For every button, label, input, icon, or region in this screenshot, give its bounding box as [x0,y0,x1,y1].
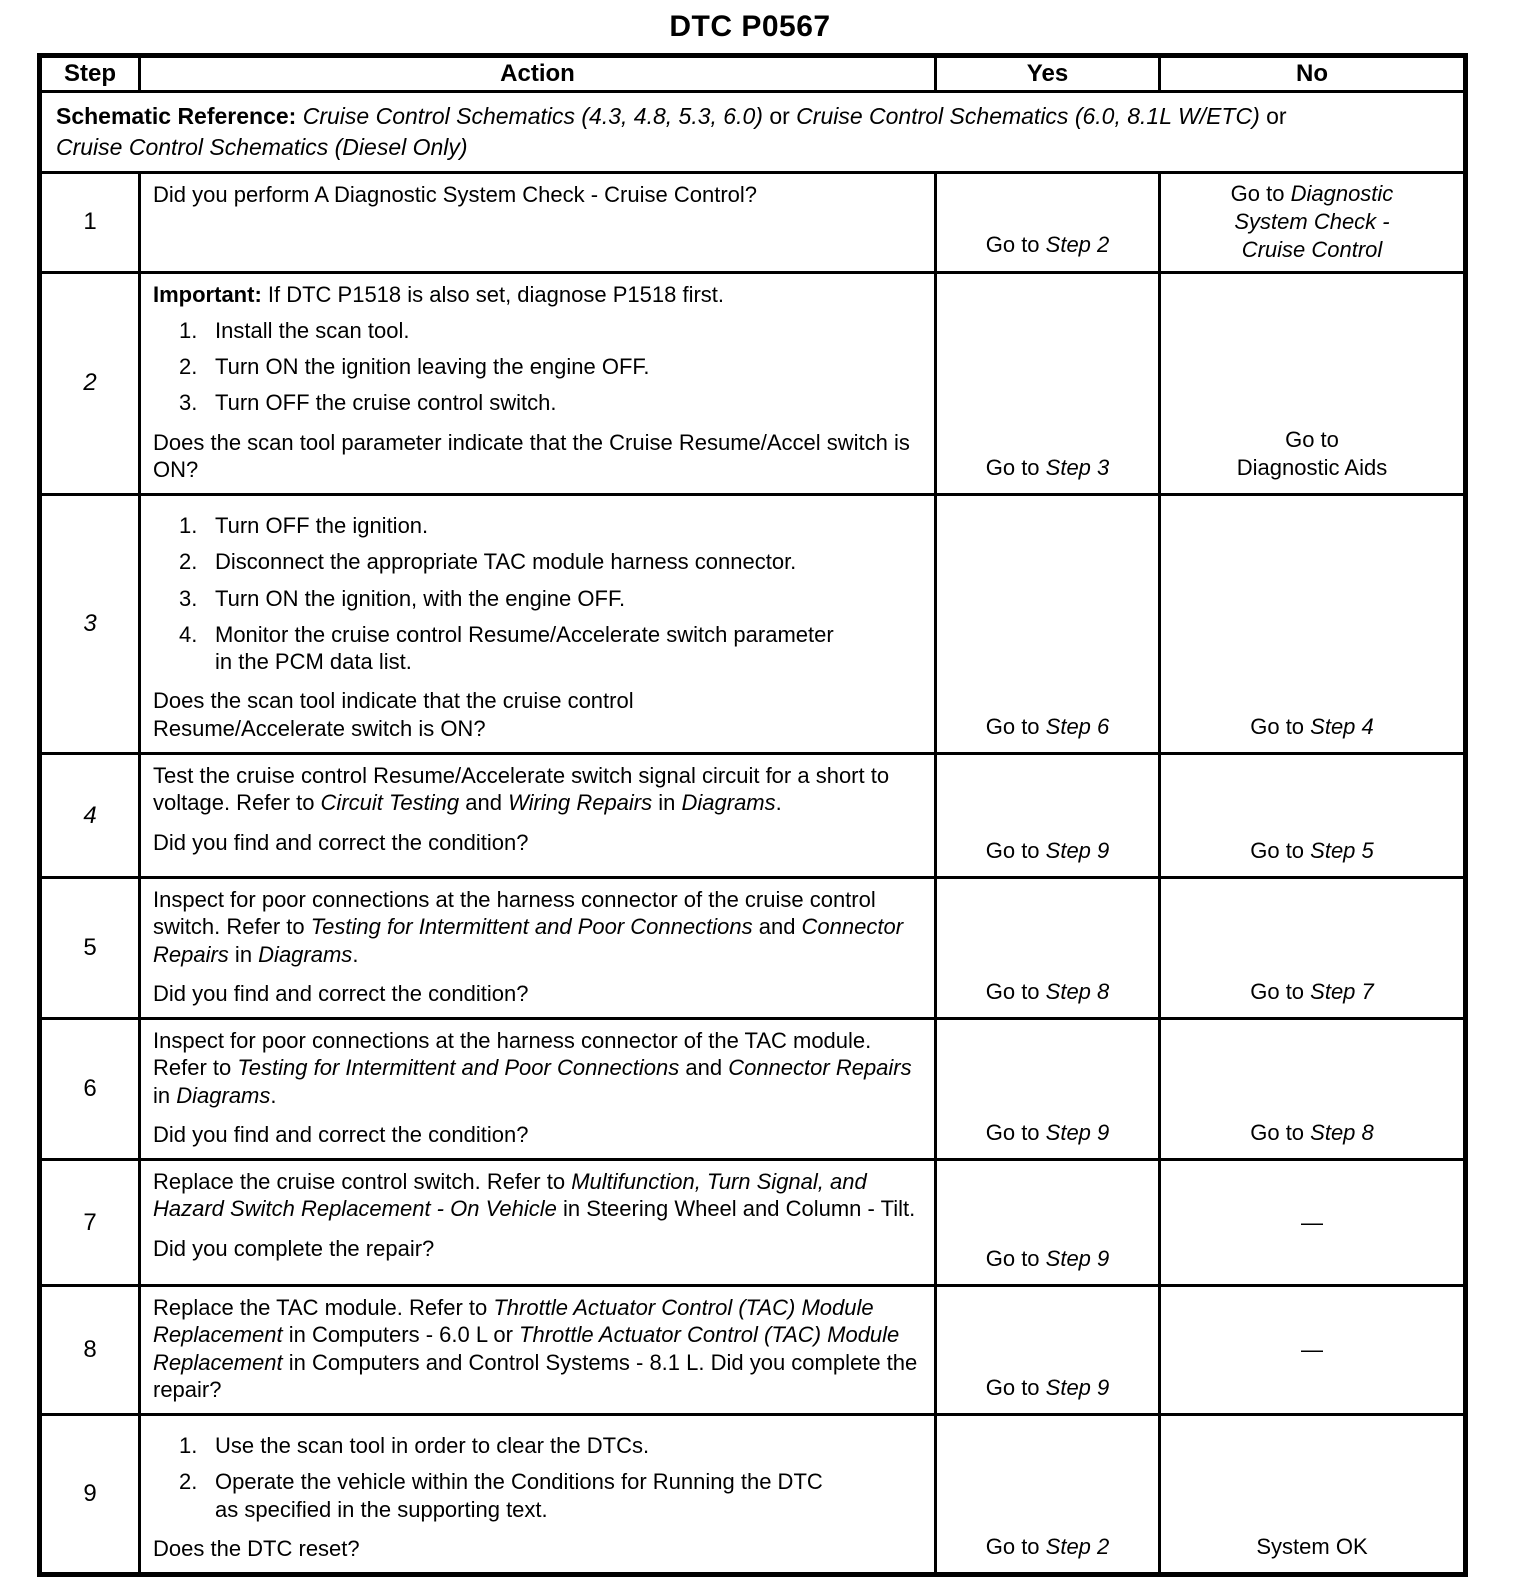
text-segment: Testing for Intermittent and Poor Connections [237,1055,680,1081]
text-segment: Did you find and correct the condition? [153,829,529,855]
list-item-number: 3. [179,390,198,416]
text-segment: Resume/Accelerate switch is ON? [153,715,486,741]
action-question [153,1235,922,1262]
action-question [153,980,922,1007]
text-segment: Does the scan tool parameter indicate that the Cruise Resume/Accel switch is ON? [153,429,910,482]
step-cell: 8 [40,1286,140,1415]
header-row [40,56,1466,92]
table-row [40,272,1466,495]
text-segment: . [775,790,782,816]
text-segment: — [1301,1209,1323,1235]
text-segment: Go to [1285,426,1339,452]
yes-cell [936,495,1160,754]
table-row [40,1286,1466,1415]
action-question [153,829,922,856]
table-body [40,173,1466,1575]
action-paragraph [153,886,922,968]
text-segment: Use the scan tool in order to clear the DTCs. [215,1433,650,1459]
text-segment: Go to [985,1534,1046,1560]
text-segment: Diagrams [258,941,353,967]
action-cell [140,495,936,754]
action-paragraph [153,1168,922,1223]
no-cell [1160,1286,1466,1415]
text-segment: Step 8 [1310,1119,1374,1145]
list-item-text [215,317,922,344]
action-paragraph [153,1027,922,1109]
action-list-item [179,353,922,380]
action-question [153,687,922,742]
text-segment: System OK [1256,1534,1368,1560]
text-segment: Cruise Control Schematics (4.3, 4.8, 5.3, 6.0) [302,103,763,129]
text-segment: Connector Repairs [728,1055,912,1081]
action-list-item [179,512,922,539]
text-segment: Connector Repairs [153,914,904,967]
text-segment: Go to [1250,1119,1311,1145]
text-segment: Throttle Actuator Control (TAC) Module Replacement [153,1295,874,1348]
column-header-step: Step [40,56,140,92]
list-item-number: 2. [179,1469,198,1495]
text-segment: Important: [153,281,262,307]
text-segment: Step 9 [1045,1245,1110,1271]
text-segment: in [652,790,682,816]
action-list-item [179,585,922,612]
text-segment: Did you find and correct the condition? [153,980,529,1006]
step-cell: 7 [40,1160,140,1286]
no-cell [1160,754,1466,878]
yes-cell [936,1019,1160,1160]
text-segment: Go to [1250,837,1311,863]
no-cell [1160,173,1466,272]
text-segment: Step 2 [1045,232,1110,258]
action-list-item [179,548,922,575]
text-segment: Go to [985,232,1046,258]
step-cell: 2 [40,272,140,495]
text-segment: Turn ON the ignition leaving the engine OFF. [215,354,650,380]
text-segment: or [1259,103,1287,129]
schematic-reference-row [40,92,1466,173]
list-item-number: 1. [179,513,198,539]
column-header-action: Action [140,56,936,92]
no-cell [1160,878,1466,1019]
text-segment: Operate the vehicle within the Conditions for Running the DTC [215,1469,823,1495]
list-item-number: 1. [179,1433,198,1459]
text-segment: in Steering Wheel and Column - Tilt. [556,1196,916,1222]
text-segment: Go to [985,455,1046,480]
text-segment: Go to [1250,713,1311,739]
text-segment: Step 8 [1045,978,1110,1004]
text-segment: Go to [985,713,1046,739]
list-item-text [215,512,922,539]
table-row [40,173,1466,272]
no-cell [1160,1415,1466,1575]
table-row [40,1160,1466,1286]
step-cell: 1 [40,173,140,272]
text-segment: Testing for Intermittent and Poor Connections [310,914,753,940]
text-segment: Schematic Reference: [56,103,297,129]
text-segment: Wiring Repairs [508,790,653,816]
text-segment: or [762,103,797,129]
step-cell: 3 [40,495,140,754]
text-segment: Diagnostic Aids [1236,455,1388,480]
text-segment: Disconnect the appropriate TAC module harness connector. [215,549,797,575]
list-item-text [215,621,922,676]
text-segment: Cruise Control Schematics (Diesel Only) [56,134,468,161]
yes-cell [936,173,1160,272]
text-segment: Turn OFF the cruise control switch. [215,390,557,416]
text-segment: Circuit Testing [320,790,460,816]
table-header [40,56,1466,173]
list-item-number: 3. [179,585,198,611]
text-segment: and [752,914,802,940]
yes-cell [936,1160,1160,1286]
action-question [153,1121,922,1148]
text-segment: Inspect for poor connections at the harness connector of the TAC module. Refer to [153,1028,872,1081]
action-paragraph [153,1294,922,1403]
table-row [40,878,1466,1019]
text-segment: Step 5 [1310,837,1374,863]
action-list-item [179,621,922,676]
text-segment: . [352,941,359,967]
list-item-text [215,548,922,575]
text-segment: Cruise Control Schematics (6.0, 8.1L W/ETC) [796,103,1260,129]
text-segment: Go to [1250,978,1311,1004]
text-segment: Monitor the cruise control Resume/Accelerate switch parameter [215,621,834,647]
list-item-text [215,389,922,416]
text-segment: and [459,790,509,816]
table-row [40,1019,1466,1160]
text-segment: Step 2 [1045,1534,1110,1560]
text-segment: Test the cruise control Resume/Accelerate switch signal circuit for a short to voltage. Refer to [153,763,890,816]
action-question [153,429,922,484]
action-cell [140,1286,936,1415]
step-cell: 5 [40,878,140,1019]
text-segment: Did you find and correct the condition? [153,1121,529,1147]
text-segment: Diagrams [176,1082,271,1108]
text-segment: Go to [985,1375,1046,1401]
action-list-item [179,389,922,416]
text-segment: Inspect for poor connections at the harness connector of the cruise control switch. Refer to [153,887,876,940]
text-segment: System Check - [1234,209,1390,235]
action-cell [140,1415,936,1575]
table-row [40,495,1466,754]
text-segment: Replace the cruise control switch. Refer to [153,1169,572,1195]
list-item-number: 4. [179,621,198,647]
action-paragraph [153,762,922,817]
text-segment: Multifunction, Turn Signal, and Hazard Switch Replacement - On Vehicle [153,1169,867,1222]
text-segment: in the PCM data list. [215,649,412,675]
table-row [40,754,1466,878]
text-segment: Step 9 [1045,1119,1110,1145]
step-cell: 9 [40,1415,140,1575]
text-segment: Go to [985,837,1046,863]
text-segment: in [153,1082,177,1108]
text-segment: Did you perform A Diagnostic System Check - Cruise Control? [153,182,758,208]
action-cell [140,878,936,1019]
action-list-item [179,317,922,344]
text-segment: in Computers and Control Systems - 8.1 L. Did you complete the repair? [153,1349,918,1402]
action-cell [140,173,936,272]
list-item-number: 2. [179,354,198,380]
action-paragraph [153,181,922,208]
table-row [40,1415,1466,1575]
text-segment: Go to [1230,181,1291,207]
text-segment: Turn OFF the ignition. [215,513,429,539]
text-segment: Throttle Actuator Control (TAC) Module Replacement [153,1322,900,1375]
diagnostic-table [37,53,1468,1577]
text-segment: Diagnostic [1290,181,1394,207]
text-segment: . [270,1082,277,1108]
text-segment: Diagrams [681,790,776,816]
text-segment: as specified in the supporting text. [215,1496,548,1522]
list-item-number: 2. [179,549,198,575]
no-cell [1160,495,1466,754]
text-segment: — [1301,1337,1323,1363]
text-segment: Cruise Control [1241,237,1383,263]
yes-cell [936,1415,1160,1575]
action-paragraph [153,281,922,308]
text-segment: Step 6 [1045,713,1110,739]
text-segment: Go to [985,978,1046,1004]
action-cell [140,754,936,878]
column-header-yes: Yes [936,56,1160,92]
step-cell: 6 [40,1019,140,1160]
schematic-reference [40,92,1466,173]
action-list-item [179,1432,922,1459]
text-segment: Does the DTC reset? [153,1536,360,1561]
no-cell [1160,272,1466,495]
column-header-no: No [1160,56,1466,92]
text-segment: Turn ON the ignition, with the engine OFF. [215,585,626,611]
text-segment: Did you complete the repair? [153,1235,435,1261]
list-item-number: 1. [179,317,198,343]
yes-cell [936,878,1160,1019]
text-segment: If DTC P1518 is also set, diagnose P1518 first. [261,281,725,307]
yes-cell [936,754,1160,878]
action-cell [140,1019,936,1160]
page-title: DTC P0567 [669,10,831,43]
text-segment: Step 3 [1045,455,1110,480]
text-segment: Install the scan tool. [215,317,410,343]
list-item-text [215,585,922,612]
action-cell [140,272,936,495]
action-cell [140,1160,936,1286]
text-segment: Step 9 [1045,837,1110,863]
no-cell [1160,1019,1466,1160]
list-item-text [215,353,922,380]
text-segment: Go to [985,1119,1046,1145]
text-segment: Go to [985,1245,1046,1271]
list-item-text [215,1432,922,1459]
text-segment: Step 4 [1310,713,1374,739]
action-question [153,1535,922,1562]
text-segment: Replace the TAC module. Refer to [153,1295,494,1321]
text-segment: Step 7 [1310,978,1374,1004]
text-segment: Step 9 [1045,1375,1110,1401]
text-segment: in [228,941,259,967]
yes-cell [936,1286,1160,1415]
text-segment: in Computers - 6.0 L or [282,1322,520,1348]
step-cell: 4 [40,754,140,878]
text-segment: and [679,1055,729,1081]
text-segment: Does the scan tool indicate that the cruise control [153,688,634,714]
yes-cell [936,272,1160,495]
no-cell [1160,1160,1466,1286]
